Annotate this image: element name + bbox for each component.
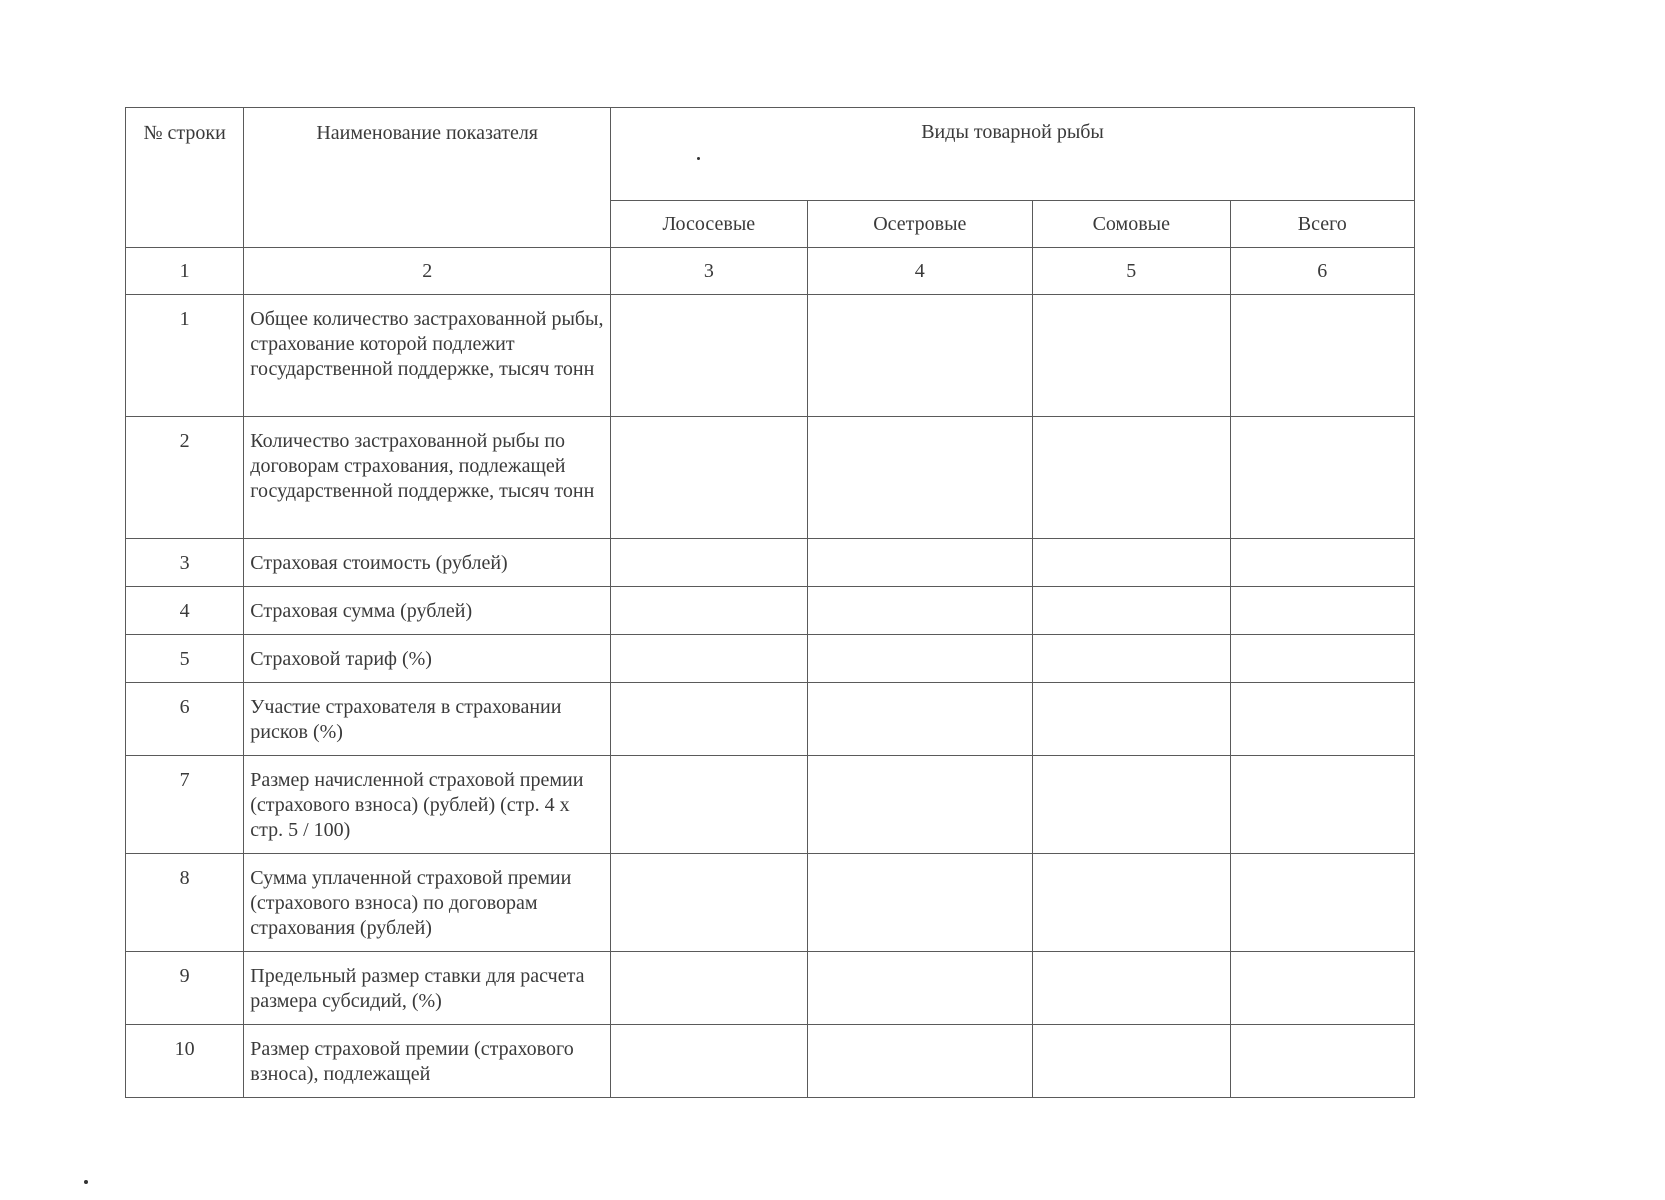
data-cell xyxy=(1033,756,1230,854)
data-cell xyxy=(1230,756,1414,854)
table-row xyxy=(126,1025,1415,1098)
data-cell xyxy=(1230,539,1414,587)
data-cell xyxy=(1033,683,1230,756)
data-cell xyxy=(1230,635,1414,683)
data-cell xyxy=(807,1025,1033,1098)
row-indicator: Количество застрахованной рыбы по договорам страхования, подлежащей государственной поддержке, тысяч тонн xyxy=(244,417,611,539)
data-cell xyxy=(1033,587,1230,635)
column-index: 6 xyxy=(1230,248,1414,295)
data-cell xyxy=(1033,952,1230,1025)
data-cell xyxy=(807,295,1033,417)
data-cell xyxy=(807,756,1033,854)
row-number: 6 xyxy=(126,683,244,756)
data-cell xyxy=(611,295,807,417)
row-number: 2 xyxy=(126,417,244,539)
data-cell xyxy=(1033,539,1230,587)
row-indicator: Общее количество застрахованной рыбы, страхование которой подлежит государственной поддержке, тысяч тонн xyxy=(244,295,611,417)
data-cell xyxy=(1230,854,1414,952)
column-index: 2 xyxy=(244,248,611,295)
data-cell xyxy=(1230,1025,1414,1098)
row-number: 1 xyxy=(126,295,244,417)
data-cell xyxy=(1033,1025,1230,1098)
data-cell xyxy=(807,683,1033,756)
data-cell xyxy=(611,417,807,539)
header-row-top xyxy=(126,108,1415,201)
data-cell xyxy=(611,539,807,587)
row-number: 3 xyxy=(126,539,244,587)
row-number: 10 xyxy=(126,1025,244,1098)
data-cell xyxy=(807,587,1033,635)
table-row xyxy=(126,587,1415,635)
row-indicator: Страховая стоимость (рублей) xyxy=(244,539,611,587)
data-cell xyxy=(611,854,807,952)
table-row xyxy=(126,683,1415,756)
row-indicator: Страховой тариф (%) xyxy=(244,635,611,683)
row-number: 9 xyxy=(126,952,244,1025)
data-cell xyxy=(611,952,807,1025)
data-cell xyxy=(1033,635,1230,683)
data-cell xyxy=(611,635,807,683)
header-total: Всего xyxy=(1230,201,1414,248)
data-cell xyxy=(807,635,1033,683)
row-number: 5 xyxy=(126,635,244,683)
table-row xyxy=(126,295,1415,417)
data-cell xyxy=(1033,417,1230,539)
header-row-number: № строки xyxy=(126,108,244,248)
header-salmon: Лососевые xyxy=(611,201,807,248)
table-row xyxy=(126,854,1415,952)
column-index-row xyxy=(126,248,1415,295)
row-indicator: Участие страхователя в страховании рисков (%) xyxy=(244,683,611,756)
data-cell xyxy=(1230,683,1414,756)
data-cell xyxy=(611,1025,807,1098)
row-indicator: Размер начисленной страховой премии (страхового взноса) (рублей) (стр. 4 х стр. 5 / 100) xyxy=(244,756,611,854)
row-indicator: Размер страховой премии (страхового взноса), подлежащей xyxy=(244,1025,611,1098)
row-number: 4 xyxy=(126,587,244,635)
column-index: 3 xyxy=(611,248,807,295)
column-index: 5 xyxy=(1033,248,1230,295)
data-cell xyxy=(611,683,807,756)
data-cell xyxy=(807,854,1033,952)
data-cell xyxy=(807,952,1033,1025)
insurance-form-table xyxy=(125,107,1415,1098)
row-number: 7 xyxy=(126,756,244,854)
table-row xyxy=(126,952,1415,1025)
header-fish-types: Виды товарной рыбы xyxy=(611,108,1415,201)
data-cell xyxy=(807,539,1033,587)
data-cell xyxy=(1230,587,1414,635)
row-indicator: Предельный размер ставки для расчета размера субсидий, (%) xyxy=(244,952,611,1025)
data-cell xyxy=(1033,854,1230,952)
data-cell xyxy=(1230,417,1414,539)
header-sturgeon: Осетровые xyxy=(807,201,1033,248)
header-catfish: Сомовые xyxy=(1033,201,1230,248)
header-indicator-name: Наименование показателя xyxy=(244,108,611,248)
column-index: 4 xyxy=(807,248,1033,295)
row-number: 8 xyxy=(126,854,244,952)
data-cell xyxy=(1230,295,1414,417)
table-row xyxy=(126,539,1415,587)
row-indicator: Страховая сумма (рублей) xyxy=(244,587,611,635)
table-row xyxy=(126,756,1415,854)
data-cell xyxy=(611,756,807,854)
table-row xyxy=(126,635,1415,683)
data-cell xyxy=(1033,295,1230,417)
scan-speck xyxy=(84,1180,88,1184)
data-cell xyxy=(1230,952,1414,1025)
insurance-form-table-container xyxy=(125,107,1415,1098)
table-row xyxy=(126,417,1415,539)
data-cell xyxy=(807,417,1033,539)
row-indicator: Сумма уплаченной страховой премии (страхового взноса) по договорам страхования (рублей) xyxy=(244,854,611,952)
column-index: 1 xyxy=(126,248,244,295)
data-cell xyxy=(611,587,807,635)
scan-speck xyxy=(697,157,700,160)
